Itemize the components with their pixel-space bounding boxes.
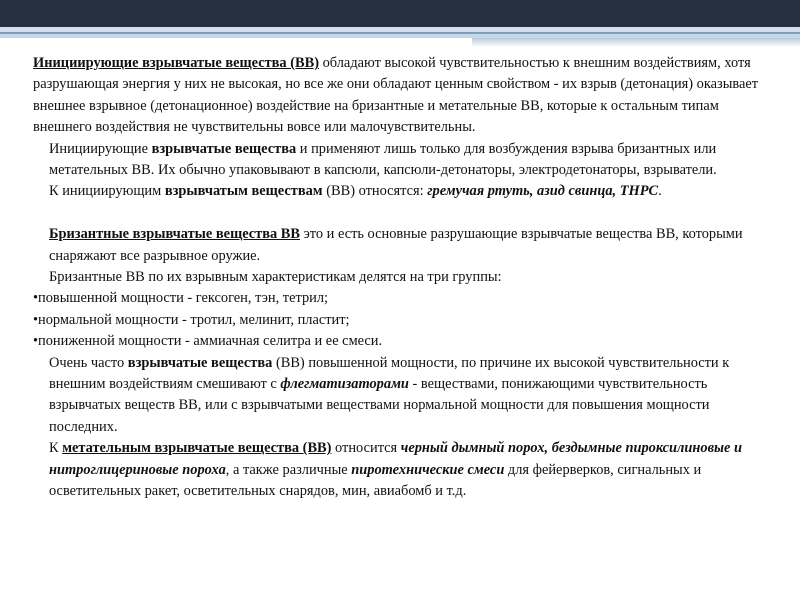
emphasized-term: Инициирующие взрывчатые вещества (ВВ) bbox=[33, 55, 319, 71]
bold-term: взрывчатые вещества bbox=[127, 354, 273, 371]
slide-body-text bbox=[33, 53, 773, 503]
text-run: •нормальной мощности - тротил, мелинит, пластит; bbox=[33, 311, 350, 328]
text-run: Бризантные ВВ по их взрывным характеристикам делятся на три группы: bbox=[49, 269, 502, 286]
text-run: для фейерверков, сигнальных и осветительных ракет, осветительных снарядов, мин, авиабомб и т.д. bbox=[49, 461, 702, 500]
text-run: •пониженной мощности - аммиачная селитра и ее смеси. bbox=[33, 333, 383, 350]
text-run: , а также различные bbox=[225, 461, 352, 478]
text-run: - веществами, понижающими чувствительность взрывчатых веществ ВВ, или с взрывчатыми веществами нормальной мощности для повышения мощности последних. bbox=[49, 376, 710, 435]
paragraph bbox=[33, 267, 773, 288]
text-run: . bbox=[658, 183, 662, 200]
paragraph bbox=[33, 438, 773, 502]
slide-header-bar bbox=[0, 0, 800, 27]
text-run: это и есть основные разрушающие взрывчатые вещества ВВ, которыми снаряжают все разрывное оружие. bbox=[49, 226, 743, 264]
list-item bbox=[33, 331, 773, 352]
text-run: относится bbox=[331, 440, 401, 457]
term-heading bbox=[62, 440, 331, 456]
text-run: К bbox=[49, 440, 63, 457]
text-run: •повышенной мощности - гексоген, тэн, тетрил; bbox=[33, 290, 329, 307]
text-run: Очень часто bbox=[49, 354, 128, 371]
bold-italic-term: пиротехнические смеси bbox=[351, 461, 505, 478]
bold-italic-term: черный дымный порох, бездымные пироксилиновые и нитроглицериновые пороха bbox=[49, 440, 742, 478]
paragraph bbox=[33, 139, 773, 182]
text-run: и применяют лишь только для возбуждения взрыва бризантных или метательных ВВ. Их обычно упаковывают в капсюли, капсюли-детонаторы, электродетонаторы, взрыватели. bbox=[49, 140, 717, 179]
emphasized-term: метательным взрывчатые вещества (ВВ) bbox=[62, 440, 332, 457]
term-heading bbox=[33, 55, 319, 71]
paragraph bbox=[33, 224, 773, 267]
text-run: Инициирующие bbox=[49, 140, 152, 157]
list-item bbox=[33, 310, 773, 331]
text-run: К инициирующим bbox=[49, 183, 165, 200]
header-shadow bbox=[472, 38, 800, 47]
paragraph bbox=[33, 181, 773, 202]
emphasized-term: Бризантные взрывчатые вещества ВВ bbox=[49, 226, 300, 243]
text-run: обладают высокой чувствительностью к внешним воздействиям, хотя разрушающая энергия у них не высокая, но все же они обладают ценным свойством - их взрыв (детонация) оказывает внешнее взрывное (детонационное) воздействие на бризантные и метательные ВВ, которые к остальным типам внешнего воздействия не чувствительны вовсе или малочувствительны. bbox=[33, 55, 759, 136]
text-run: (ВВ) повышенной мощности, по причине их высокой чувствительности к внешним воздействиям смешивают с bbox=[49, 354, 730, 393]
list-item bbox=[33, 288, 773, 309]
term-heading bbox=[49, 226, 300, 242]
text-run: (ВВ) относятся: bbox=[322, 183, 428, 200]
paragraph bbox=[33, 53, 773, 139]
paragraph-spacer bbox=[33, 203, 773, 224]
bold-term: взрывчатым веществам bbox=[164, 183, 323, 200]
paragraph bbox=[33, 353, 773, 439]
bold-term: взрывчатые вещества bbox=[151, 140, 297, 157]
bold-italic-term: флегматизаторами bbox=[280, 376, 409, 393]
bold-italic-term: гремучая ртуть, азид свинца, ТНРС bbox=[427, 183, 659, 200]
